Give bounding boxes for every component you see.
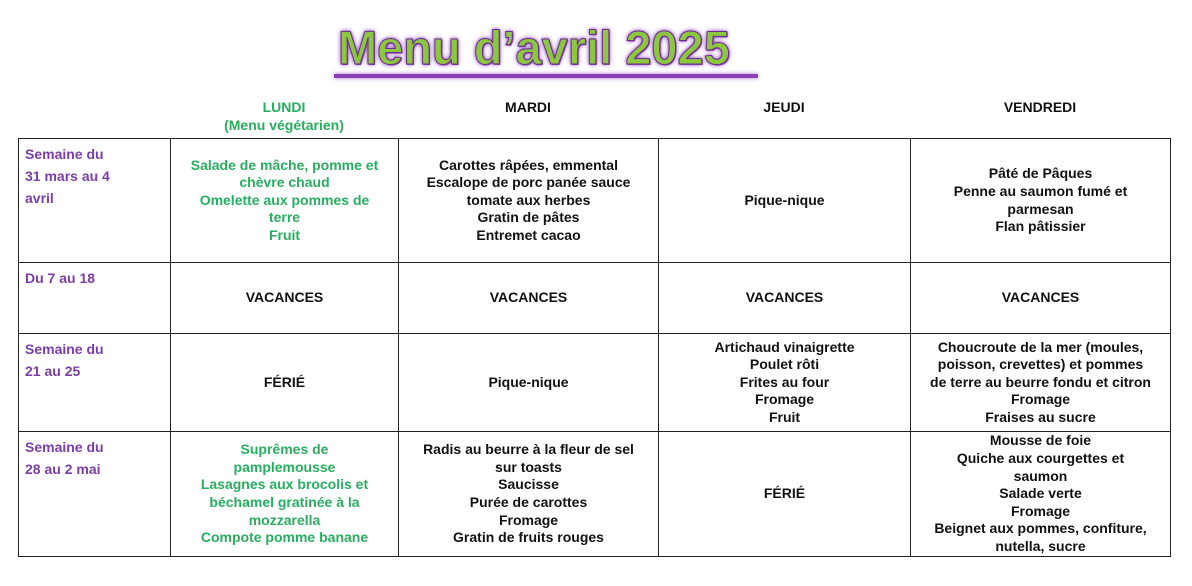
dish-line: béchamel gratinée à la — [209, 494, 360, 510]
dish-line: Fruit — [768, 408, 801, 425]
week-label-line: 28 au 2 mai — [25, 461, 101, 477]
dish-line: Fruit — [268, 226, 301, 243]
dish-line: Fromage — [1010, 391, 1071, 408]
column-header-lundi-note: (Menu végétarien) — [224, 117, 344, 133]
page-title-block — [334, 22, 758, 78]
menu-cell-mardi — [399, 139, 659, 263]
dish-line: Omelette aux pommes de — [199, 191, 370, 208]
dish-line: Suprêmes de — [240, 441, 329, 458]
dish-line: Fromage — [754, 391, 815, 408]
title-underline — [334, 74, 758, 78]
week-row — [19, 139, 1171, 263]
menu-cell-lundi — [171, 432, 399, 557]
dish-line: Pique-nique — [488, 373, 569, 390]
dish-line: Gratin de pâtes — [477, 209, 580, 226]
dish-line: nutella, sucre — [995, 537, 1086, 554]
dish-line: VACANCES — [489, 289, 568, 306]
dish-line: Frites au four — [739, 373, 830, 390]
week-label-line: 31 mars au 4 — [25, 168, 110, 184]
week-label — [19, 334, 171, 432]
dish-line: VACANCES — [1001, 289, 1080, 306]
dish-line: Choucroute de la mer (moules, — [937, 338, 1144, 355]
menu-cell-mardi — [399, 263, 659, 334]
menu-cell-jeudi — [659, 432, 911, 557]
week-label — [19, 263, 171, 334]
page-title: Menu d’avril 2025 — [338, 21, 730, 74]
dish-line: Artichaud vinaigrette — [714, 338, 855, 355]
dish-line: Escalope de porc panée sauce — [426, 174, 631, 191]
dish-line: Salade de mâche, pomme et — [190, 156, 379, 173]
column-header-mardi: MARDI — [505, 99, 551, 115]
column-header-lundi-label: LUNDI — [262, 99, 306, 115]
menu-cell-vendredi — [911, 334, 1171, 432]
dish-line: Fraises au sucre — [985, 408, 1096, 425]
dish-line: Fromage — [1010, 502, 1071, 519]
dish-line: Pique-nique — [744, 191, 825, 208]
dish-line: mozzarella — [248, 511, 321, 528]
dish-line: VACANCES — [745, 289, 824, 306]
dish-line: chèvre chaud — [239, 174, 330, 191]
week-label-line: Du 7 au 18 — [25, 270, 96, 286]
week-row — [19, 334, 1171, 432]
dish-line: sur toasts — [495, 458, 562, 475]
menu-table-body — [19, 139, 1171, 557]
column-header-vendredi: VENDREDI — [1003, 99, 1077, 115]
dish-line: Gratin de fruits rouges — [453, 529, 604, 546]
dish-line: Radis au beurre à la fleur de sel — [423, 441, 634, 458]
column-header-jeudi: JEUDI — [763, 99, 805, 115]
dish-line: Beignet aux pommes, confiture, — [934, 520, 1147, 537]
dish-line: terre — [268, 209, 301, 226]
menu-table — [18, 138, 1171, 557]
dish-line: Purée de carottes — [469, 494, 588, 510]
dish-line: pamplemousse — [233, 458, 336, 475]
menu-cell-lundi — [171, 334, 399, 432]
column-header-lundi — [170, 98, 398, 134]
week-label-line: Semaine du — [25, 341, 104, 357]
dish-line: Pâté de Pâques — [988, 165, 1093, 182]
dish-line: VACANCES — [245, 289, 324, 306]
week-label — [19, 139, 171, 263]
dish-line: Saucisse — [498, 476, 559, 493]
dish-line: Entremet cacao — [476, 226, 581, 243]
menu-cell-mardi — [399, 334, 659, 432]
dish-line: Mousse de foie — [989, 432, 1092, 449]
week-label-line: Semaine du — [25, 146, 104, 162]
dish-line: FÉRIÉ — [263, 373, 306, 390]
week-label-line: avril — [25, 190, 54, 206]
week-label-line: 21 au 25 — [25, 363, 81, 379]
week-row — [19, 432, 1171, 557]
dish-line: Poulet rôti — [749, 356, 820, 373]
menu-cell-vendredi — [911, 139, 1171, 263]
dish-line: Fromage — [498, 511, 559, 528]
dish-line: de terre au beurre fondu et citron — [930, 373, 1151, 390]
week-row — [19, 263, 1171, 334]
dish-line: Compote pomme banane — [200, 529, 369, 546]
dish-line: tomate aux herbes — [466, 191, 591, 208]
menu-cell-jeudi — [659, 334, 911, 432]
menu-cell-lundi — [171, 139, 399, 263]
menu-cell-vendredi — [911, 432, 1171, 557]
dish-line: parmesan — [1007, 200, 1074, 217]
menu-cell-vendredi — [911, 263, 1171, 334]
menu-cell-mardi — [399, 432, 659, 557]
dish-line: Salade verte — [999, 485, 1082, 502]
dish-line: poisson, crevettes) et pommes — [937, 356, 1144, 373]
dish-line: Carottes râpées, emmental — [439, 156, 618, 173]
dish-line: Flan pâtissier — [995, 218, 1086, 235]
menu-cell-jeudi — [659, 139, 911, 263]
week-label — [19, 432, 171, 557]
dish-line: Lasagnes aux brocolis et — [200, 476, 369, 493]
dish-line: Penne au saumon fumé et — [953, 182, 1128, 199]
dish-line: saumon — [1013, 467, 1068, 484]
dish-line: FÉRIÉ — [763, 485, 806, 502]
menu-cell-jeudi — [659, 263, 911, 334]
menu-cell-lundi — [171, 263, 399, 334]
week-label-line: Semaine du — [25, 439, 104, 455]
dish-line: Quiche aux courgettes et — [956, 450, 1125, 467]
